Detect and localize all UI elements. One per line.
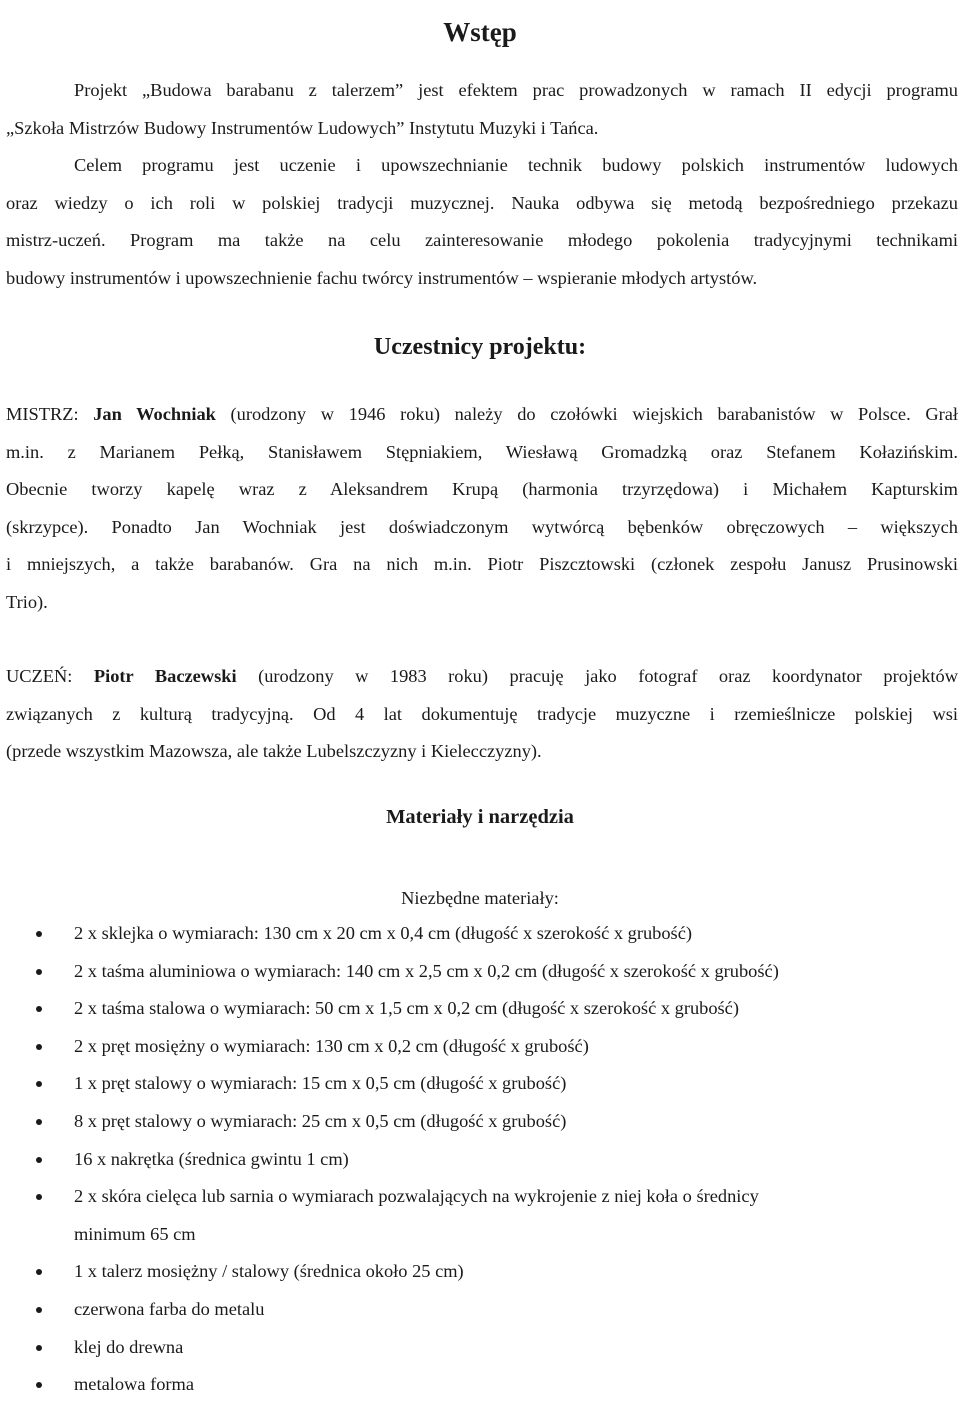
master-line: i mniejszych, a także barabanów. Gra na nich m.in. Piotr Piszcztowski (członek zespołu Janusz Prusinowski: [6, 554, 958, 575]
list-item: [0, 990, 960, 1028]
master-role: MISTRZ:: [6, 404, 79, 424]
bullet-icon: [36, 1006, 42, 1012]
list-item-text: 2 x taśma aluminiowa o wymiarach: 140 cm x 2,5 cm x 0,2 cm (długość x szerokość x grubość): [74, 960, 779, 981]
list-item: [0, 1028, 960, 1066]
needed-materials-heading: Niezbędne materiały:: [401, 888, 559, 908]
intro-line: Celem programu jest uczenie i upowszechnianie technik budowy polskich instrumentów ludowych: [74, 155, 958, 176]
master-name: Jan Wochniak: [93, 404, 216, 424]
list-item: [0, 1178, 960, 1216]
list-item: [0, 953, 960, 991]
intro-line: mistrz-uczeń. Program ma także na celu zainteresowanie młodego pokolenia tradycyjnymi technikami: [6, 230, 958, 251]
student-role: UCZEŃ:: [6, 666, 73, 686]
list-item-text: czerwona farba do metalu: [74, 1298, 265, 1319]
list-item-text: 2 x skóra cielęca lub sarnia o wymiarach pozwalających na wykrojenie z niej koła o średnicy: [74, 1186, 759, 1207]
intro-line: budowy instrumentów i upowszechnienie fachu twórcy instrumentów – wspieranie młodych artystów.: [6, 267, 758, 288]
bullet-icon: [36, 1119, 42, 1125]
master-line: Obecnie tworzy kapelę wraz z Aleksandrem Krupą (harmonia trzyrzędowa) i Michałem Kapturskim: [6, 479, 958, 500]
list-item-text: 16 x nakrętka (średnica gwintu 1 cm): [74, 1148, 349, 1169]
list-item: [0, 1291, 960, 1329]
master-intro: (urodzony w 1946 roku) należy do czołówki wiejskich barabanistów w Polsce. Grał: [230, 404, 958, 424]
materials-heading: Materiały i narzędzia: [386, 806, 574, 828]
list-item: [0, 1366, 960, 1404]
list-item: [0, 1141, 960, 1179]
bullet-icon: [36, 1081, 42, 1087]
list-item-text: 1 x talerz mosiężny / stalowy (średnica około 25 cm): [74, 1261, 464, 1282]
bullet-icon: [36, 1044, 42, 1050]
master-line: [6, 396, 958, 434]
intro-line: Projekt „Budowa barabanu z talerzem” jest efektem prac prowadzonych w ramach II edycji programu: [74, 80, 958, 100]
participants-heading: Uczestnicy projektu:: [373, 334, 587, 360]
master-line: m.in. z Marianem Pełką, Stanisławem Stępniakiem, Wiesławą Gromadzką oraz Stefanem Kołazińskim.: [6, 441, 958, 462]
student-paragraph: [6, 658, 958, 771]
intro-line: oraz wiedzy o ich roli w polskiej tradycji muzycznej. Nauka odbywa się metodą bezpośredniego przekazu: [6, 192, 958, 213]
student-name: Piotr Baczewski: [93, 666, 237, 686]
bullet-icon: [36, 1194, 42, 1200]
list-item: [0, 1253, 960, 1291]
bullet-icon: [36, 1269, 42, 1275]
bullet-icon: [36, 1382, 42, 1388]
list-item-text: 1 x pręt stalowy o wymiarach: 15 cm x 0,5 cm (długość x grubość): [74, 1073, 567, 1094]
list-item: [0, 1065, 960, 1103]
student-line: [6, 658, 958, 696]
list-item-text: metalowa forma: [74, 1374, 194, 1395]
student-line: związanych z kulturą tradycyjną. Od 4 lat dokumentuję tradycje muzyczne i rzemieślnicze polskiej wsi: [6, 703, 958, 724]
master-line: (skrzypce). Ponadto Jan Wochniak jest doświadczonym wytwórcą bębenków obręczowych – większych: [6, 516, 958, 537]
list-item-text: 2 x sklejka o wymiarach: 130 cm x 20 cm x 0,4 cm (długość x szerokość x grubość): [74, 923, 692, 943]
bullet-icon: [36, 969, 42, 975]
bullet-icon: [36, 1157, 42, 1163]
list-item-text: 2 x taśma stalowa o wymiarach: 50 cm x 1,5 cm x 0,2 cm (długość x szerokość x grubość): [74, 998, 739, 1019]
bullet-icon: [36, 1345, 42, 1351]
student-intro: (urodzony w 1983 roku) pracuję jako fotograf oraz koordynator projektów: [258, 666, 958, 686]
list-item: [0, 915, 960, 953]
list-item-text: 2 x pręt mosiężny o wymiarach: 130 cm x 0,2 cm (długość x grubość): [74, 1035, 589, 1056]
master-paragraph: [6, 396, 958, 622]
intro-paragraph: [6, 72, 958, 298]
list-item-text: 8 x pręt stalowy o wymiarach: 25 cm x 0,5 cm (długość x grubość): [74, 1110, 567, 1131]
master-line: Trio).: [6, 591, 48, 612]
list-item-text: klej do drewna: [74, 1336, 184, 1357]
bullet-icon: [36, 1307, 42, 1313]
list-item-continuation: [0, 1216, 960, 1254]
intro-line: „Szkoła Mistrzów Budowy Instrumentów Ludowych” Instytutu Muzyki i Tańca.: [6, 117, 599, 138]
page-title: Wstęp: [443, 17, 517, 48]
list-item: [0, 1329, 960, 1367]
student-line: (przede wszystkim Mazowsza, ale także Lubelszczyzny i Kielecczyzny).: [6, 741, 542, 762]
list-item-text: minimum 65 cm: [74, 1223, 196, 1244]
bullet-icon: [36, 931, 42, 937]
list-item: [0, 1103, 960, 1141]
materials-list: [0, 915, 960, 1404]
